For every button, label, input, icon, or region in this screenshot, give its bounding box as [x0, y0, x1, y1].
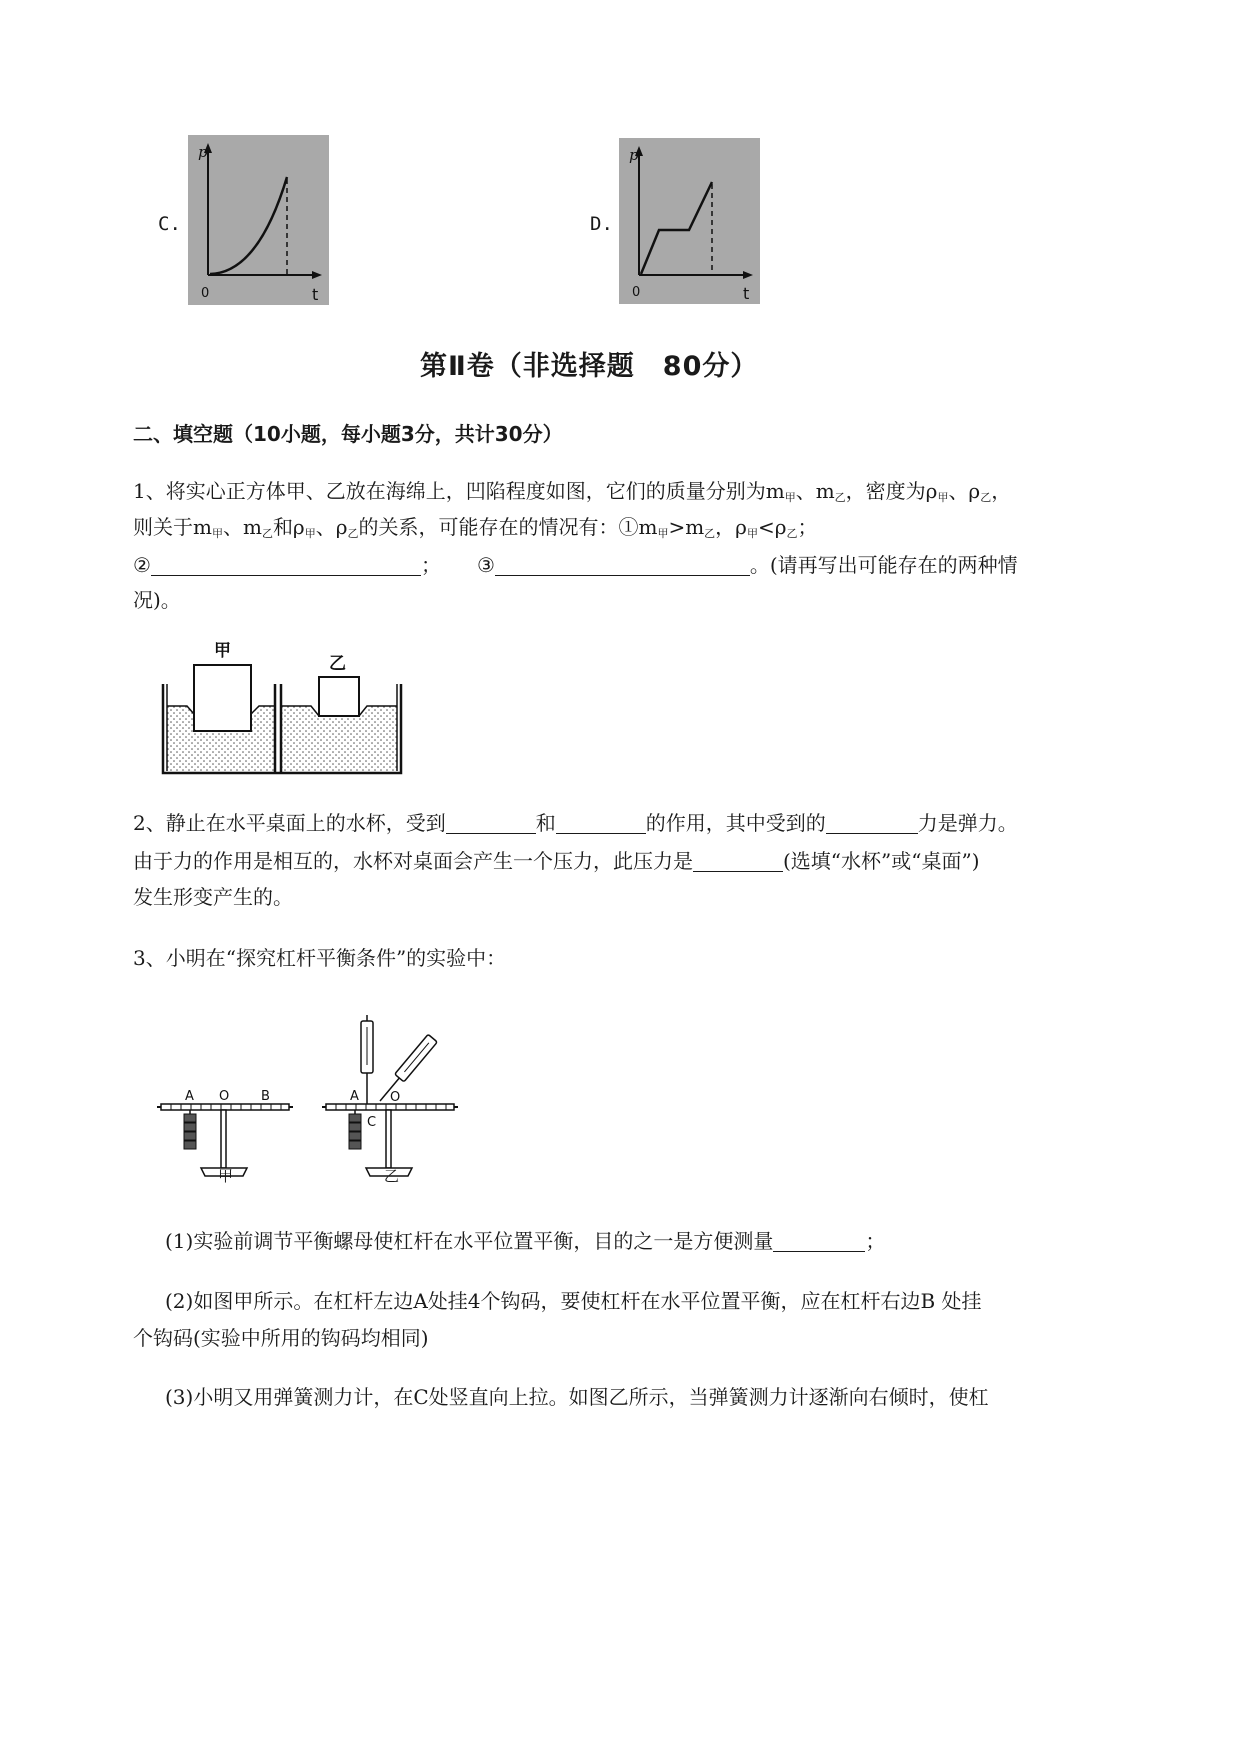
- c-y-axis-label: p: [198, 143, 208, 161]
- q3-sub-2-line-1: (2)如图甲所示。在杠杆左边A处挂4个钩码，要使杠杆在水平位置平衡，应在杠杆右边B 处挂: [165, 1289, 982, 1313]
- option-d-label: D.: [590, 213, 613, 235]
- q1-blank-2[interactable]: [151, 549, 421, 576]
- fig-yi-o-label: O: [390, 1090, 401, 1105]
- sponge-figure: [157, 636, 407, 778]
- q2-line-1: 2、静止在水平桌面上的水杯，受到 和 的作用，其中受到的 力是弹力。: [133, 803, 1018, 843]
- q2-blank-4[interactable]: [693, 845, 783, 872]
- fig-yi-a-label: A: [350, 1089, 359, 1104]
- q1-line-4: 况)。: [133, 588, 181, 612]
- q1-blank-3[interactable]: [495, 549, 750, 576]
- lever-yi-caption: 乙: [384, 1167, 400, 1185]
- q2-blank-1[interactable]: [446, 807, 536, 834]
- d-x-axis-label: t: [743, 284, 750, 303]
- fig-b-label: B: [261, 1089, 270, 1104]
- q2-line-2: 由于力的作用是相互的，水杯对桌面会产生一个压力，此压力是 (选填“水杯”或“桌面”): [133, 841, 980, 881]
- q1-line-2: 则关于$m_甲$、$m_乙$和$\rho_甲$、$\rho_乙$的关系，可能存在的情况有：$①m_甲>m_乙$，$\rho_甲<\rho_乙$；: [133, 515, 818, 540]
- q3-sub-3: (3)小明又用弹簧测力计，在C处竖直向上拉。如图乙所示，当弹簧测力计逐渐向右倾时，使杠: [165, 1385, 989, 1409]
- q3-intro: 3、小明在“探究杠杆平衡条件”的实验中：: [133, 946, 507, 970]
- option-c-label: C.: [158, 213, 181, 235]
- fig-a-label: A: [185, 1089, 194, 1104]
- option-d-graph: [619, 138, 760, 304]
- q3-sub-2-line-2: 个钩码(实验中所用的钩码均相同): [133, 1326, 429, 1350]
- q3-sub-1: (1)实验前调节平衡螺母使杠杆在水平位置平衡，目的之一是方便测量 ；: [165, 1221, 885, 1261]
- q1-line-1: 1、将实心正方体甲、乙放在海绵上，凹陷程度如图，它们的质量分别为$m_甲$、$m_乙$，密度为$\rho_甲$、$\rho_乙$，: [133, 479, 1012, 504]
- part-title: 第Ⅱ卷（非选择题 80分）: [420, 351, 759, 382]
- fig-yi-label: 乙: [329, 654, 346, 674]
- fig-o-label: O: [219, 1089, 230, 1104]
- q1-line-3: ② ； ③ 。(请再写出可能存在的两种情: [133, 545, 1018, 585]
- d-origin-label: 0: [632, 285, 641, 300]
- q3-blank-1[interactable]: [773, 1225, 865, 1252]
- d-y-axis-label: p: [629, 146, 639, 164]
- q2-blank-3[interactable]: [826, 807, 918, 834]
- lever-jia-caption: 甲: [218, 1167, 234, 1185]
- q2-blank-2[interactable]: [556, 807, 646, 834]
- fig-c-label: C: [367, 1115, 377, 1130]
- q2-line-3: 发生形变产生的。: [133, 885, 293, 909]
- c-x-axis-label: t: [312, 285, 319, 304]
- c-origin-label: 0: [201, 286, 210, 301]
- option-c-graph: [188, 135, 329, 305]
- fig-jia-label: 甲: [214, 641, 231, 661]
- section-title: 二、填空题（10小题，每小题3分，共计30分）: [133, 422, 563, 446]
- lever-figure-yi: [322, 1015, 462, 1190]
